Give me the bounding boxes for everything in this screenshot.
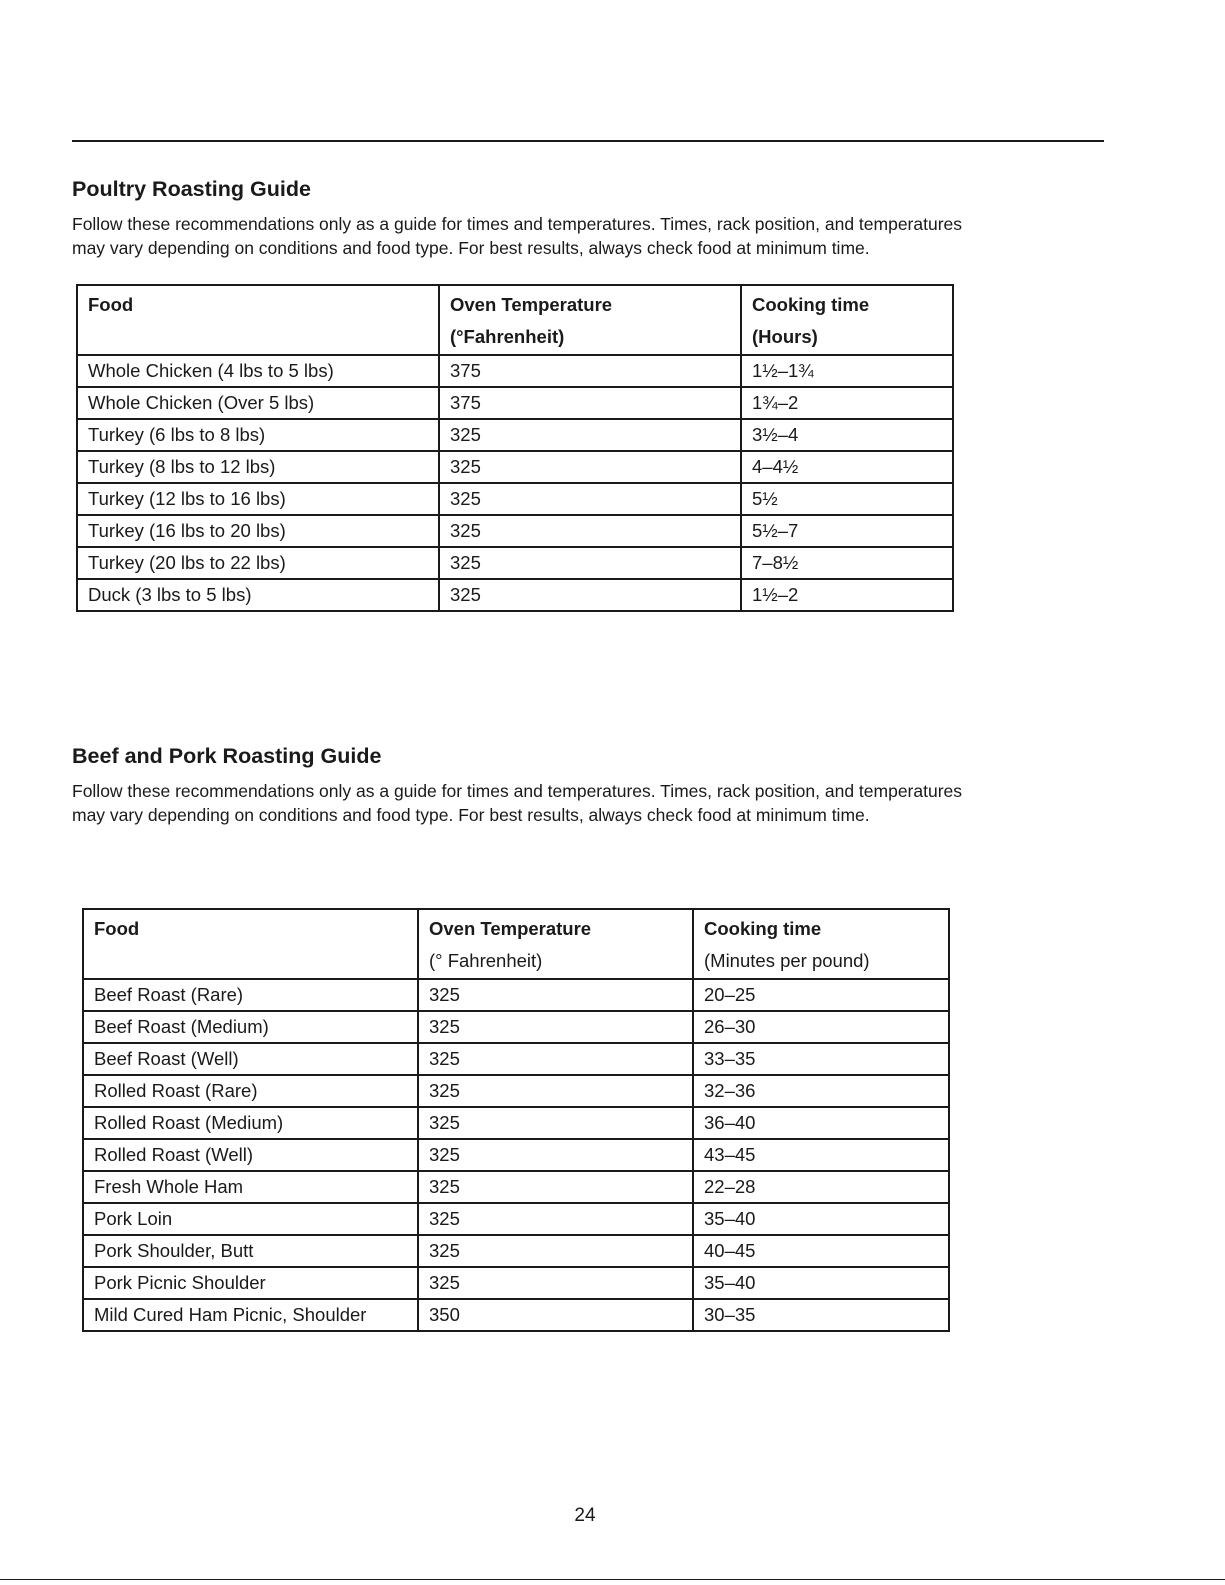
beef-pork-header-temp-unit: (° Fahrenheit) [429,950,543,971]
beef-pork-header-time [693,909,949,979]
table-row [83,1075,949,1107]
beef-pork-header-time-unit: (Minutes per pound) [704,950,870,971]
time-cell: 3½–4 [741,419,953,451]
temp-cell: 325 [418,1235,693,1267]
food-cell: Duck (3 lbs to 5 lbs) [77,579,439,611]
temp-cell: 375 [439,355,741,387]
beef-pork-header-temp-label: Oven Temperature [429,918,592,939]
table-row [77,419,953,451]
food-cell: Pork Loin [83,1203,418,1235]
table-row [77,483,953,515]
beef-pork-header-food [83,909,418,979]
table-row [77,387,953,419]
page-number: 24 [574,1505,596,1526]
temp-cell: 325 [418,1139,693,1171]
table-row [83,1043,949,1075]
temp-cell: 325 [418,1171,693,1203]
time-cell: 30–35 [693,1299,949,1331]
table-row [83,1267,949,1299]
food-cell: Turkey (6 lbs to 8 lbs) [77,419,439,451]
time-cell: 35–40 [693,1267,949,1299]
food-cell: Turkey (8 lbs to 12 lbs) [77,451,439,483]
table-row [83,1203,949,1235]
time-cell: 7–8½ [741,547,953,579]
poultry-header-temp-unit: (°Fahrenheit) [450,326,565,347]
top-rule [72,140,1104,142]
table-row [83,1107,949,1139]
time-cell: 40–45 [693,1235,949,1267]
food-cell: Fresh Whole Ham [83,1171,418,1203]
temp-cell: 325 [418,1011,693,1043]
time-cell: 20–25 [693,979,949,1011]
food-cell: Rolled Roast (Well) [83,1139,418,1171]
table-row [77,547,953,579]
poultry-header-time-unit: (Hours) [752,326,818,347]
table-row [77,355,953,387]
poultry-header-food-label: Food [88,294,134,315]
table-row [83,1171,949,1203]
beef-pork-title: Beef and Pork Roasting Guide [72,744,382,768]
food-cell: Beef Roast (Well) [83,1043,418,1075]
food-cell: Pork Picnic Shoulder [83,1267,418,1299]
beef-pork-table [82,908,950,1332]
table-row [83,979,949,1011]
beef-pork-intro [72,779,1082,827]
poultry-header-food [77,285,439,355]
time-cell: 33–35 [693,1043,949,1075]
beef-pork-header-food-label: Food [94,918,140,939]
table-row [77,515,953,547]
poultry-header-time-label: Cooking time [752,294,870,315]
temp-cell: 325 [418,1043,693,1075]
beef-pork-intro-line-2: may vary depending on conditions and food type. For best results, always check food at minimum time. [72,805,870,825]
time-cell: 35–40 [693,1203,949,1235]
food-cell: Pork Shoulder, Butt [83,1235,418,1267]
food-cell: Whole Chicken (Over 5 lbs) [77,387,439,419]
temp-cell: 375 [439,387,741,419]
temp-cell: 350 [418,1299,693,1331]
food-cell: Mild Cured Ham Picnic, Shoulder [83,1299,418,1331]
beef-pork-header-temp [418,909,693,979]
bottom-rule [0,1579,1225,1580]
poultry-title: Poultry Roasting Guide [72,177,311,201]
poultry-header-temp-label: Oven Temperature [450,294,613,315]
temp-cell: 325 [418,1107,693,1139]
temp-cell: 325 [439,515,741,547]
poultry-intro-line-2: may vary depending on conditions and food type. For best results, always check food at minimum time. [72,238,870,258]
beef-pork-header-row [83,909,949,979]
time-cell: 5½ [741,483,953,515]
table-row [83,1299,949,1331]
poultry-intro [72,212,1082,260]
poultry-header-temp [439,285,741,355]
time-cell: 5½–7 [741,515,953,547]
food-cell: Beef Roast (Medium) [83,1011,418,1043]
table-row [77,451,953,483]
food-cell: Turkey (20 lbs to 22 lbs) [77,547,439,579]
temp-cell: 325 [418,1203,693,1235]
time-cell: 43–45 [693,1139,949,1171]
food-cell: Whole Chicken (4 lbs to 5 lbs) [77,355,439,387]
table-row [83,1235,949,1267]
temp-cell: 325 [418,1267,693,1299]
poultry-section [72,175,1082,260]
poultry-intro-line-1: Follow these recommendations only as a guide for times and temperatures. Times, rack position, and temperatures [72,214,963,234]
time-cell: 36–40 [693,1107,949,1139]
time-cell: 1½–1¾ [741,355,953,387]
time-cell: 1¾–2 [741,387,953,419]
food-cell: Turkey (12 lbs to 16 lbs) [77,483,439,515]
table-row [83,1011,949,1043]
time-cell: 4–4½ [741,451,953,483]
poultry-table [76,284,954,612]
temp-cell: 325 [439,451,741,483]
time-cell: 1½–2 [741,579,953,611]
temp-cell: 325 [418,1075,693,1107]
temp-cell: 325 [439,547,741,579]
time-cell: 32–36 [693,1075,949,1107]
time-cell: 22–28 [693,1171,949,1203]
food-cell: Beef Roast (Rare) [83,979,418,1011]
beef-pork-section [72,742,1082,827]
food-cell: Rolled Roast (Rare) [83,1075,418,1107]
table-row [83,1139,949,1171]
poultry-header-time [741,285,953,355]
temp-cell: 325 [439,579,741,611]
table-row [77,579,953,611]
food-cell: Rolled Roast (Medium) [83,1107,418,1139]
beef-pork-header-time-label: Cooking time [704,918,822,939]
beef-pork-intro-line-1: Follow these recommendations only as a guide for times and temperatures. Times, rack position, and temperatures [72,781,963,801]
temp-cell: 325 [418,979,693,1011]
food-cell: Turkey (16 lbs to 20 lbs) [77,515,439,547]
time-cell: 26–30 [693,1011,949,1043]
poultry-header-row [77,285,953,355]
temp-cell: 325 [439,483,741,515]
temp-cell: 325 [439,419,741,451]
